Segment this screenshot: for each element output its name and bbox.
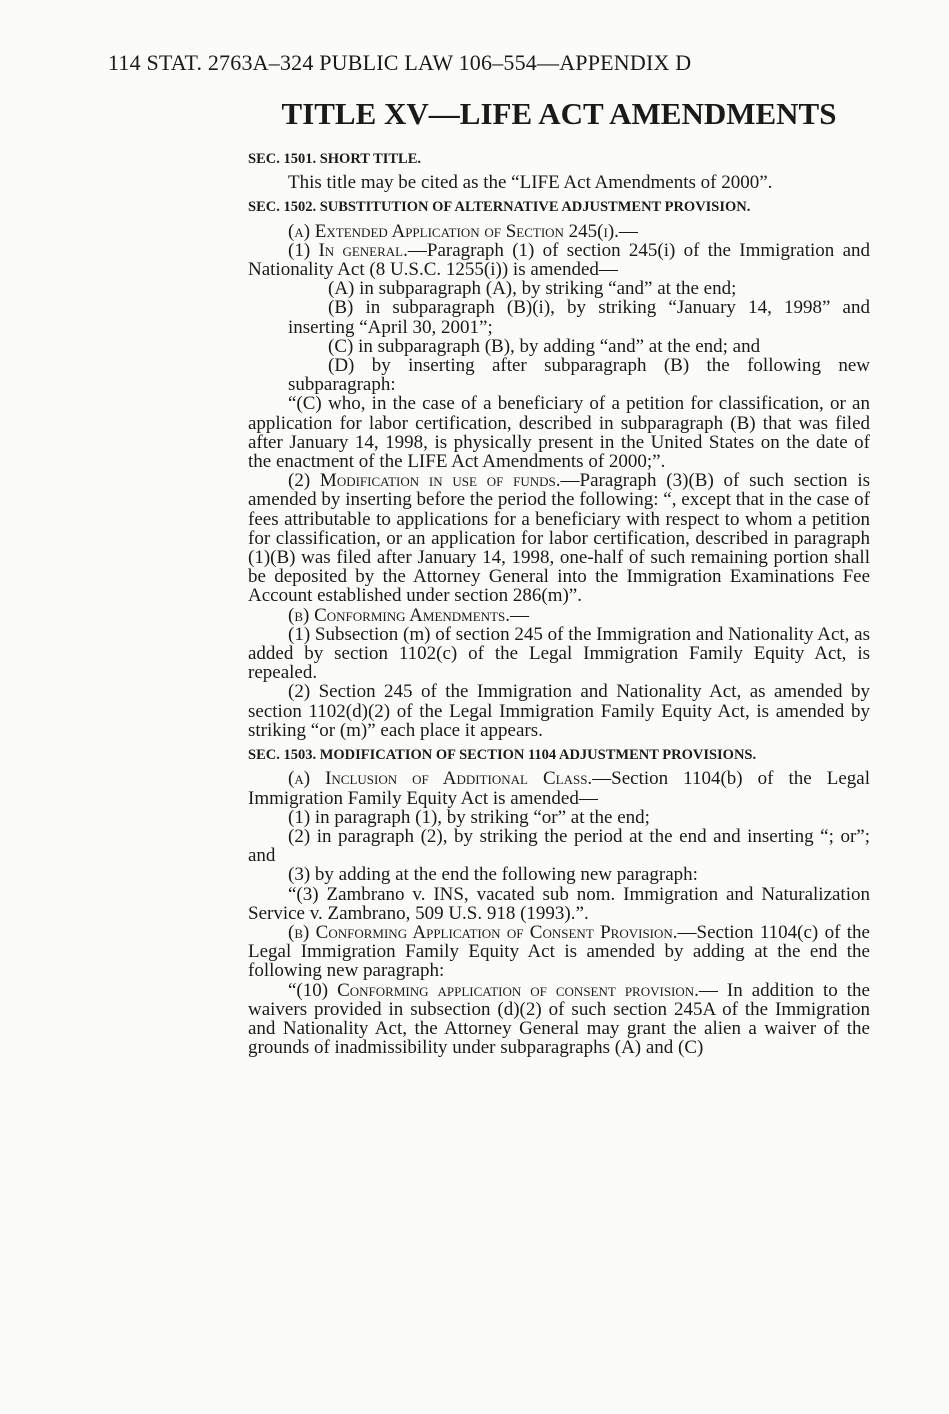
paragraph-10-label: “(10) Conforming application of consent provision. <box>288 979 699 1001</box>
paragraph-2 <box>248 471 870 605</box>
paragraph-10-quote <box>248 981 870 1058</box>
paragraph-2-text: —Paragraph (3)(B) of such section is amended by inserting before the period the following: “, except that in the case of fees attributable to applications for a beneficiary with respect to whom a petition for classification, or an application for labor certification, described in paragraph (1)(B) was filed after January 14, 1998, one-half of such remaining portion shall be deposited by the Attorney General into the Immigration Examinations Fee Account established under section 286(m)”. <box>248 470 870 607</box>
amendment-3-quote: “(3) Zambrano v. INS, vacated sub nom. Immigration and Naturalization Service v. Zambrano, 509 U.S. 918 (1993).”. <box>248 883 870 924</box>
subparagraph-d: (D) by inserting after subparagraph (B) the following new subparagraph: <box>288 355 870 396</box>
paragraph-1-label: (1) In general. <box>288 239 408 261</box>
subsection-a-heading: (a) Extended Application of Section 245(i).— <box>288 220 638 242</box>
document-body <box>248 150 870 1057</box>
section-1503-subsection-a <box>248 769 870 807</box>
subsection-a-text: —Section 1104(b) of the Legal Immigration Family Equity Act is amended— <box>248 768 870 809</box>
inserted-subparagraph-quote: “(C) who, in the case of a beneficiary of a petition for classification, or an application for labor certification, described in subparagraph (B) that was filed after January 14, 1998, is physically present in the United States on the date of the enactment of the LIFE Act Amendments of 2000;”. <box>248 393 870 473</box>
amendment-3: (3) by adding at the end the following new paragraph: <box>288 864 698 886</box>
running-head: 114 STAT. 2763A–324 PUBLIC LAW 106–554—APPENDIX D <box>108 50 692 75</box>
page-title: TITLE XV—LIFE ACT AMENDMENTS <box>281 96 837 131</box>
subparagraph-c: (C) in subparagraph (B), by adding “and” at the end; and <box>328 335 761 357</box>
subsection-a-label: (a) Inclusion of Additional Class. <box>288 768 593 790</box>
paragraph-10-text: — In addition to the waivers provided in subsection (d)(2) of such section 245A of the Immigration and Nationality Act, the Attorney General may grant the alien a waiver of the grounds of inadmissibility under subparagraphs (A) and (C) <box>248 979 870 1059</box>
subparagraph-b: (B) in subparagraph (B)(i), by striking “January 14, 1998” and inserting “April 30, 2001”; <box>288 297 870 338</box>
subsection-b-text: —Section 1104(c) of the Legal Immigration Family Equity Act is amended by adding at the end the following new paragraph: <box>248 921 870 982</box>
subsection-b-heading: (b) Conforming Amendments.— <box>288 604 529 626</box>
paragraph-1 <box>248 241 870 279</box>
section-1503-subsection-b <box>248 923 870 981</box>
conforming-paragraph-1: (1) Subsection (m) of section 245 of the Immigration and Nationality Act, as added by section 1102(c) of the Legal Immigration Family Equity Act, is repealed. <box>248 623 871 684</box>
subsection-b-label: (b) Conforming Application of Consent Provision. <box>288 921 678 943</box>
paragraph-1-text: —Paragraph (1) of section 245(i) of the Immigration and Nationality Act (8 U.S.C. 1255(i)) is amended— <box>248 239 870 281</box>
section-1503-heading: SEC. 1503. MODIFICATION OF SECTION 1104 ADJUSTMENT PROVISIONS. <box>248 747 757 764</box>
amendment-2: (2) in paragraph (2), by striking the period at the end and inserting “; or”; and <box>248 825 870 867</box>
section-1502-heading: SEC. 1502. SUBSTITUTION OF ALTERNATIVE ADJUSTMENT PROVISION. <box>248 199 751 216</box>
paragraph-2-label: (2) Modification in use of funds. <box>288 470 561 492</box>
section-1501-heading: SEC. 1501. SHORT TITLE. <box>248 151 422 167</box>
subparagraph-a: (A) in subparagraph (A), by striking “and” at the end; <box>328 278 737 300</box>
amendment-1: (1) in paragraph (1), by striking “or” at the end; <box>288 806 650 828</box>
section-1501-text: This title may be cited as the “LIFE Act Amendments of 2000”. <box>288 172 773 194</box>
conforming-paragraph-2: (2) Section 245 of the Immigration and Nationality Act, as amended by section 1102(d)(2) of the Legal Immigration Family Equity Act, is amended by striking “or (m)” each place it appears. <box>248 681 870 741</box>
